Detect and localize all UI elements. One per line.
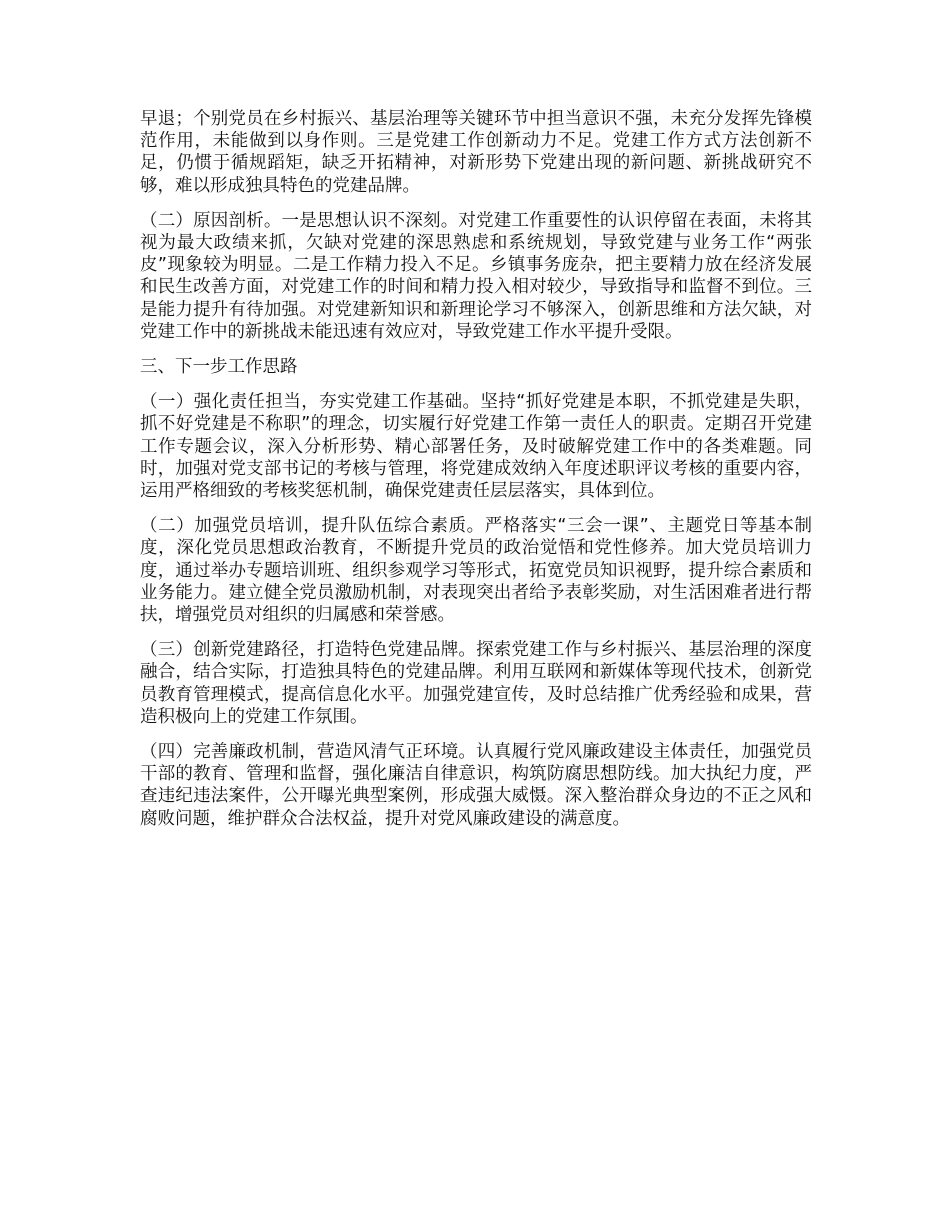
paragraph-strengthen-responsibility: （一）强化责任担当，夯实党建工作基础。坚持“抓好党建是本职，不抓党建是失职，抓不好党建是不称职”的理念，切实履行好党建工作第一责任人的职责。定期召开党建工作专题会议，深入分析形势、精心部署任务，及时破解党建工作中的各类难题。同时，加强对党支部书记的考核与管理，将党建成效纳入年度述职评议考核的重要内容，运用严格细致的考核奖惩机制，确保党建责任层层落实，具体到位。: [140, 392, 812, 502]
paragraph-problems-continued: 早退；个别党员在乡村振兴、基层治理等关键环节中担当意识不强，未充分发挥先锋模范作用，未能做到以身作则。三是党建工作创新动力不足。党建工作方式方法创新不足，仍惯于循规蹈矩，缺乏开拓精神，对新形势下党建出现的新问题、新挑战研究不够，难以形成独具特色的党建品牌。: [140, 109, 812, 196]
paragraph-innovate-path: （三）创新党建路径，打造特色党建品牌。探索党建工作与乡村振兴、基层治理的深度融合，结合实际，打造独具特色的党建品牌。利用互联网和新媒体等现代技术，创新党员教育管理模式，提高信息化水平。加强党建宣传，及时总结推广优秀经验和成果，营造积极向上的党建工作氛围。: [140, 640, 812, 727]
document-body: [140, 108, 812, 843]
paragraph-integrity-mechanism: （四）完善廉政机制，营造风清气正环境。认真履行党风廉政建设主体责任，加强党员干部的教育、管理和监督，强化廉洁自律意识，构筑防腐思想防线。加大执纪力度，严查违纪违法案件，公开曝光典型案例，形成强大威慑。深入整治群众身边的不正之风和腐败问题，维护群众合法权益，提升对党风廉政建设的满意度。: [140, 742, 812, 829]
paragraph-cause-analysis: （二）原因剖析。一是思想认识不深刻。对党建工作重要性的认识停留在表面，未将其视为最大政绩来抓，欠缺对党建的深思熟虑和系统规划，导致党建与业务工作“两张皮”现象较为明显。二是工作精力投入不足。乡镇事务庞杂，把主要精力放在经济发展和民生改善方面，对党建工作的时间和精力投入相对较少，导致指导和监督不到位。三是能力提升有待加强。对党建新知识和新理论学习不够深入，创新思维和方法欠缺，对党建工作中的新挑战未能迅速有效应对，导致党建工作水平提升受限。: [140, 210, 812, 342]
paragraph-member-training: （二）加强党员培训，提升队伍综合素质。严格落实“三会一课”、主题党日等基本制度，深化党员思想政治教育，不断提升党员的政治觉悟和党性修养。加大党员培训力度，通过举办专题培训班、组织参观学习等形式，拓宽党员知识视野，提升综合素质和业务能力。建立健全党员激励机制，对表现突出者给予表彰奖励，对生活困难者进行帮扶，增强党员对组织的归属感和荣誉感。: [140, 516, 812, 626]
section-heading-next-steps: 三、下一步工作思路: [140, 357, 298, 378]
